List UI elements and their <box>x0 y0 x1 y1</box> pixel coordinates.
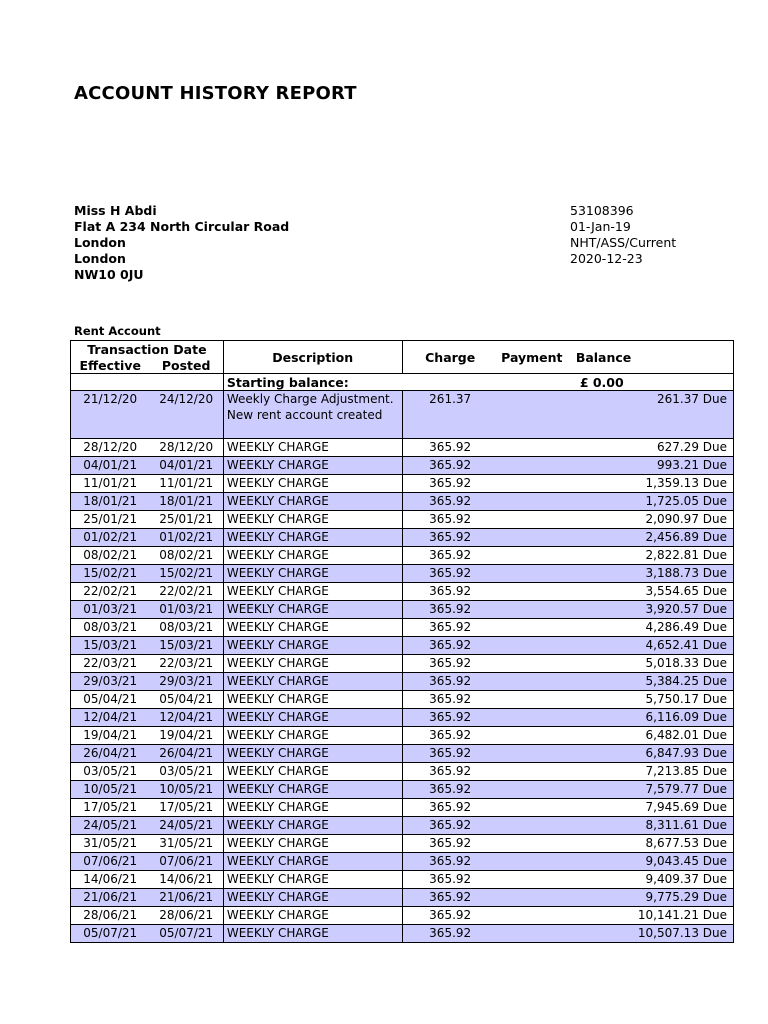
payment-cell <box>498 457 566 475</box>
posted-date-cell: 05/07/21 <box>149 925 223 943</box>
table-row <box>71 547 734 565</box>
table-row <box>71 601 734 619</box>
payment-cell <box>498 709 566 727</box>
balance-cell: 2,456.89 Due <box>566 529 734 547</box>
balance-cell: 9,043.45 Due <box>566 853 734 871</box>
effective-date-cell: 21/06/21 <box>71 889 150 907</box>
address-line-2: London <box>74 235 126 250</box>
header-charge: Charge <box>402 341 498 374</box>
payment-cell <box>498 391 566 439</box>
balance-cell: 6,482.01 Due <box>566 727 734 745</box>
table-row <box>71 709 734 727</box>
account-date: 01-Jan-19 <box>570 219 631 234</box>
charge-cell: 365.92 <box>402 925 498 943</box>
description-cell: WEEKLY CHARGE <box>223 745 402 763</box>
payment-cell <box>498 853 566 871</box>
charge-cell: 365.92 <box>402 475 498 493</box>
balance-cell: 3,554.65 Due <box>566 583 734 601</box>
balance-cell: 5,750.17 Due <box>566 691 734 709</box>
balance-cell: 6,116.09 Due <box>566 709 734 727</box>
effective-date-cell: 11/01/21 <box>71 475 150 493</box>
effective-date-cell: 15/02/21 <box>71 565 150 583</box>
charge-cell: 365.92 <box>402 565 498 583</box>
charge-cell: 261.37 <box>402 391 498 439</box>
balance-cell: 2,090.97 Due <box>566 511 734 529</box>
effective-date-cell: 17/05/21 <box>71 799 150 817</box>
posted-date-cell: 04/01/21 <box>149 457 223 475</box>
table-row <box>71 457 734 475</box>
description-cell: WEEKLY CHARGE <box>223 799 402 817</box>
effective-date-cell: 08/03/21 <box>71 619 150 637</box>
effective-date-cell: 15/03/21 <box>71 637 150 655</box>
payment-cell <box>498 655 566 673</box>
table-row <box>71 439 734 457</box>
posted-date-cell: 17/05/21 <box>149 799 223 817</box>
balance-cell: 7,945.69 Due <box>566 799 734 817</box>
payment-cell <box>498 493 566 511</box>
charge-cell: 365.92 <box>402 835 498 853</box>
address-block <box>74 203 289 283</box>
table-row <box>71 817 734 835</box>
table-row <box>71 799 734 817</box>
charge-cell: 365.92 <box>402 583 498 601</box>
posted-date-cell: 15/03/21 <box>149 637 223 655</box>
payment-cell <box>498 691 566 709</box>
effective-date-cell: 03/05/21 <box>71 763 150 781</box>
posted-date-cell: 29/03/21 <box>149 673 223 691</box>
table-row <box>71 907 734 925</box>
payment-cell <box>498 727 566 745</box>
table-row <box>71 691 734 709</box>
payment-cell <box>498 925 566 943</box>
balance-cell: 10,507.13 Due <box>566 925 734 943</box>
header-description: Description <box>223 341 402 374</box>
charge-cell: 365.92 <box>402 889 498 907</box>
charge-cell: 365.92 <box>402 907 498 925</box>
balance-cell: 3,188.73 Due <box>566 565 734 583</box>
description-cell: WEEKLY CHARGE <box>223 511 402 529</box>
posted-date-cell: 14/06/21 <box>149 871 223 889</box>
payment-cell <box>498 529 566 547</box>
posted-date-cell: 08/02/21 <box>149 547 223 565</box>
balance-cell: 1,359.13 Due <box>566 475 734 493</box>
posted-date-cell: 05/04/21 <box>149 691 223 709</box>
posted-date-cell: 26/04/21 <box>149 745 223 763</box>
charge-cell: 365.92 <box>402 619 498 637</box>
payment-cell <box>498 619 566 637</box>
description-cell: WEEKLY CHARGE <box>223 691 402 709</box>
effective-date-cell: 08/02/21 <box>71 547 150 565</box>
description-cell: WEEKLY CHARGE <box>223 889 402 907</box>
charge-cell: 365.92 <box>402 709 498 727</box>
description-cell: WEEKLY CHARGE <box>223 673 402 691</box>
tenant-name: Miss H Abdi <box>74 203 157 218</box>
balance-cell: 3,920.57 Due <box>566 601 734 619</box>
balance-cell: 6,847.93 Due <box>566 745 734 763</box>
description-cell: WEEKLY CHARGE <box>223 547 402 565</box>
table-row <box>71 745 734 763</box>
table-row <box>71 727 734 745</box>
description-cell: WEEKLY CHARGE <box>223 601 402 619</box>
account-meta <box>570 203 676 267</box>
balance-cell: 627.29 Due <box>566 439 734 457</box>
balance-cell: 2,822.81 Due <box>566 547 734 565</box>
address-line-3: London <box>74 251 126 266</box>
header-transaction-date: Transaction Date <box>71 341 224 358</box>
posted-date-cell: 24/05/21 <box>149 817 223 835</box>
charge-cell: 365.92 <box>402 781 498 799</box>
charge-cell: 365.92 <box>402 457 498 475</box>
table-row <box>71 493 734 511</box>
charge-cell: 365.92 <box>402 511 498 529</box>
posted-date-cell: 31/05/21 <box>149 835 223 853</box>
table-row <box>71 391 734 439</box>
posted-date-cell: 11/01/21 <box>149 475 223 493</box>
payment-cell <box>498 637 566 655</box>
balance-cell: 9,409.37 Due <box>566 871 734 889</box>
charge-cell: 365.92 <box>402 439 498 457</box>
header-payment: Payment <box>498 341 566 374</box>
description-cell: WEEKLY CHARGE <box>223 781 402 799</box>
charge-cell: 365.92 <box>402 853 498 871</box>
effective-date-cell: 29/03/21 <box>71 673 150 691</box>
starting-balance-label: Starting balance: <box>223 374 497 391</box>
balance-cell: 10,141.21 Due <box>566 907 734 925</box>
description-cell: WEEKLY CHARGE <box>223 439 402 457</box>
charge-cell: 365.92 <box>402 871 498 889</box>
charge-cell: 365.92 <box>402 655 498 673</box>
balance-cell: 5,018.33 Due <box>566 655 734 673</box>
table-row <box>71 637 734 655</box>
description-cell: WEEKLY CHARGE <box>223 727 402 745</box>
charge-cell: 365.92 <box>402 691 498 709</box>
payment-cell <box>498 601 566 619</box>
description-cell: WEEKLY CHARGE <box>223 493 402 511</box>
balance-cell: 7,213.85 Due <box>566 763 734 781</box>
balance-cell: 7,579.77 Due <box>566 781 734 799</box>
description-cell: WEEKLY CHARGE <box>223 817 402 835</box>
table-row <box>71 853 734 871</box>
balance-cell: 8,677.53 Due <box>566 835 734 853</box>
posted-date-cell: 22/03/21 <box>149 655 223 673</box>
table-row <box>71 673 734 691</box>
balance-cell: 993.21 Due <box>566 457 734 475</box>
payment-cell <box>498 511 566 529</box>
effective-date-cell: 19/04/21 <box>71 727 150 745</box>
posted-date-cell: 18/01/21 <box>149 493 223 511</box>
table-row <box>71 565 734 583</box>
table-row <box>71 583 734 601</box>
description-cell: Weekly Charge Adjustment. New rent account created <box>223 391 402 439</box>
posted-date-cell: 07/06/21 <box>149 853 223 871</box>
payment-cell <box>498 907 566 925</box>
account-reference: NHT/ASS/Current <box>570 235 677 250</box>
posted-date-cell: 25/01/21 <box>149 511 223 529</box>
posted-date-cell: 19/04/21 <box>149 727 223 745</box>
table-row <box>71 655 734 673</box>
effective-date-cell: 18/01/21 <box>71 493 150 511</box>
description-cell: WEEKLY CHARGE <box>223 619 402 637</box>
payment-cell <box>498 763 566 781</box>
table-row <box>71 835 734 853</box>
effective-date-cell: 14/06/21 <box>71 871 150 889</box>
charge-cell: 365.92 <box>402 547 498 565</box>
effective-date-cell: 01/03/21 <box>71 601 150 619</box>
effective-date-cell: 31/05/21 <box>71 835 150 853</box>
posted-date-cell: 12/04/21 <box>149 709 223 727</box>
posted-date-cell: 01/03/21 <box>149 601 223 619</box>
effective-date-cell: 28/12/20 <box>71 439 150 457</box>
payment-cell <box>498 817 566 835</box>
posted-date-cell: 10/05/21 <box>149 781 223 799</box>
payment-cell <box>498 781 566 799</box>
balance-cell: 4,652.41 Due <box>566 637 734 655</box>
description-cell: WEEKLY CHARGE <box>223 853 402 871</box>
table-row <box>71 511 734 529</box>
transaction-table <box>70 340 734 943</box>
payment-cell <box>498 871 566 889</box>
description-cell: WEEKLY CHARGE <box>223 763 402 781</box>
payment-cell <box>498 439 566 457</box>
payment-cell <box>498 835 566 853</box>
payment-cell <box>498 475 566 493</box>
table-row <box>71 871 734 889</box>
posted-date-cell: 28/06/21 <box>149 907 223 925</box>
starting-balance-row <box>71 374 734 391</box>
effective-date-cell: 24/05/21 <box>71 817 150 835</box>
description-cell: WEEKLY CHARGE <box>223 529 402 547</box>
balance-cell: 9,775.29 Due <box>566 889 734 907</box>
payment-cell <box>498 889 566 907</box>
effective-date-cell: 25/01/21 <box>71 511 150 529</box>
header-effective: Effective <box>71 357 150 374</box>
posted-date-cell: 15/02/21 <box>149 565 223 583</box>
effective-date-cell: 28/06/21 <box>71 907 150 925</box>
balance-cell: 8,311.61 Due <box>566 817 734 835</box>
charge-cell: 365.92 <box>402 817 498 835</box>
description-cell: WEEKLY CHARGE <box>223 583 402 601</box>
charge-cell: 365.92 <box>402 673 498 691</box>
effective-date-cell: 22/02/21 <box>71 583 150 601</box>
description-cell: WEEKLY CHARGE <box>223 565 402 583</box>
header-posted: Posted <box>149 357 223 374</box>
posted-date-cell: 08/03/21 <box>149 619 223 637</box>
posted-date-cell: 22/02/21 <box>149 583 223 601</box>
description-cell: WEEKLY CHARGE <box>223 655 402 673</box>
effective-date-cell: 21/12/20 <box>71 391 150 439</box>
effective-date-cell: 26/04/21 <box>71 745 150 763</box>
starting-balance-value: £ 0.00 <box>566 374 734 391</box>
table-row <box>71 763 734 781</box>
header-balance: Balance <box>566 341 734 374</box>
description-cell: WEEKLY CHARGE <box>223 475 402 493</box>
table-row <box>71 475 734 493</box>
payment-cell <box>498 583 566 601</box>
effective-date-cell: 10/05/21 <box>71 781 150 799</box>
effective-date-cell: 05/07/21 <box>71 925 150 943</box>
effective-date-cell: 22/03/21 <box>71 655 150 673</box>
balance-cell: 4,286.49 Due <box>566 619 734 637</box>
posted-date-cell: 03/05/21 <box>149 763 223 781</box>
charge-cell: 365.92 <box>402 493 498 511</box>
effective-date-cell: 01/02/21 <box>71 529 150 547</box>
charge-cell: 365.92 <box>402 637 498 655</box>
report-title: ACCOUNT HISTORY REPORT <box>74 83 357 104</box>
address-postcode: NW10 0JU <box>74 267 144 282</box>
balance-cell: 261.37 Due <box>566 391 734 439</box>
effective-date-cell: 04/01/21 <box>71 457 150 475</box>
effective-date-cell: 05/04/21 <box>71 691 150 709</box>
description-cell: WEEKLY CHARGE <box>223 709 402 727</box>
charge-cell: 365.92 <box>402 799 498 817</box>
payment-cell <box>498 565 566 583</box>
payment-cell <box>498 547 566 565</box>
account-label: Rent Account <box>74 324 161 338</box>
balance-cell: 1,725.05 Due <box>566 493 734 511</box>
payment-cell <box>498 673 566 691</box>
charge-cell: 365.92 <box>402 529 498 547</box>
description-cell: WEEKLY CHARGE <box>223 871 402 889</box>
posted-date-cell: 24/12/20 <box>149 391 223 439</box>
table-row <box>71 529 734 547</box>
table-row <box>71 619 734 637</box>
description-cell: WEEKLY CHARGE <box>223 457 402 475</box>
effective-date-cell: 07/06/21 <box>71 853 150 871</box>
posted-date-cell: 21/06/21 <box>149 889 223 907</box>
description-cell: WEEKLY CHARGE <box>223 637 402 655</box>
charge-cell: 365.92 <box>402 745 498 763</box>
charge-cell: 365.92 <box>402 727 498 745</box>
account-number: 53108396 <box>570 203 634 218</box>
table-row <box>71 781 734 799</box>
payment-cell <box>498 745 566 763</box>
description-cell: WEEKLY CHARGE <box>223 925 402 943</box>
posted-date-cell: 28/12/20 <box>149 439 223 457</box>
charge-cell: 365.92 <box>402 763 498 781</box>
address-line-1: Flat A 234 North Circular Road <box>74 219 290 234</box>
report-date: 2020-12-23 <box>570 251 643 266</box>
payment-cell <box>498 799 566 817</box>
charge-cell: 365.92 <box>402 601 498 619</box>
table-row <box>71 889 734 907</box>
description-cell: WEEKLY CHARGE <box>223 907 402 925</box>
table-row <box>71 925 734 943</box>
balance-cell: 5,384.25 Due <box>566 673 734 691</box>
effective-date-cell: 12/04/21 <box>71 709 150 727</box>
posted-date-cell: 01/02/21 <box>149 529 223 547</box>
description-cell: WEEKLY CHARGE <box>223 835 402 853</box>
